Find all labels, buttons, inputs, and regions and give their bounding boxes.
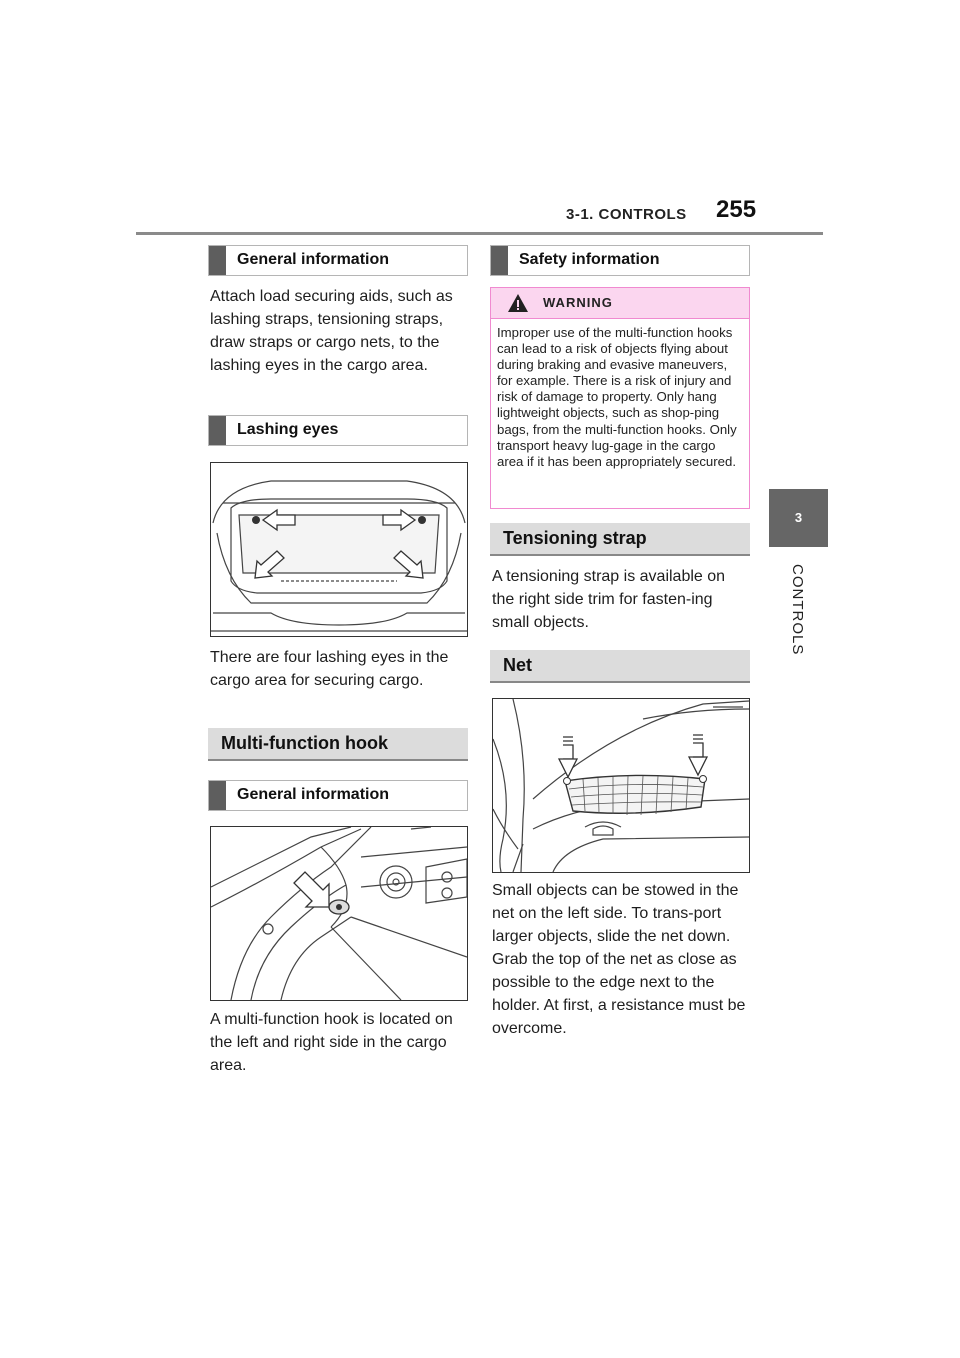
lashing-eyes-figure [210,462,468,637]
net-illustration [493,699,749,872]
cargo-area-illustration [211,463,467,636]
cargo-net [564,775,707,815]
heading-text: Safety information [519,251,660,268]
multifunction-general-heading [208,780,468,811]
heading-text: Lashing eyes [237,421,339,438]
heading-bar [209,416,226,445]
lashing-eyes-text: There are four lashing eyes in the cargo area for securing cargo. [210,649,449,689]
general-info-text: Attach load securing aids, such as lashing straps, tensioning straps, draw straps or cargo nets, to the lashing eyes in the cargo area. [210,288,453,374]
safety-info-heading [490,245,750,276]
tensioning-strap-heading [490,523,750,556]
heading-text: General information [237,786,390,803]
warning-box [490,287,750,509]
hook-illustration [211,827,467,1000]
net-text: Small objects can be stowed in the net on the left side. To trans-port larger objects, slide the net down. Grab the top of the net as close as possible to the edge next to the holder. At first, a resistance must be overcome. [492,882,746,1037]
heading-text: Tensioning strap [503,528,647,548]
net-figure [492,698,750,873]
heading-bar [209,246,226,275]
page-number: 255 [716,196,757,223]
multifunction-hook-heading [208,728,468,761]
chapter-tab: 3 [769,489,828,547]
heading-text: General information [237,251,390,268]
tensioning-strap-text: A tensioning strap is available on the right side trim for fasten-ing small objects. [492,568,726,631]
header-rule [136,232,823,235]
multifunction-hook-text: A multi-function hook is located on the left and right side in the cargo area. [210,1011,453,1074]
lashing-eyes-heading [208,415,468,446]
warning-text: Improper use of the multi-function hooks can lead to a risk of objects flying about during braking and evasive maneuvers, for example. There is a risk of injury and risk of damage to property. Only hang lightweight objects, such as shop-ping bags, from the multi-function hooks. Only transport heavy lug-gage in the cargo area if it has been appropriately secured. [497,325,737,469]
heading-bar [209,781,226,810]
warning-label: WARNING [543,295,613,310]
multifunction-hook-figure [210,826,468,1001]
warning-header [491,288,749,319]
chapter-label: CONTROLS [789,564,806,656]
section-title: 3-1. CONTROLS [566,206,687,223]
heading-text: Multi-function hook [221,733,388,753]
warning-icon [507,293,529,313]
heading-text: Net [503,655,533,675]
net-heading [490,650,750,683]
heading-bar [491,246,508,275]
general-info-heading [208,245,468,276]
